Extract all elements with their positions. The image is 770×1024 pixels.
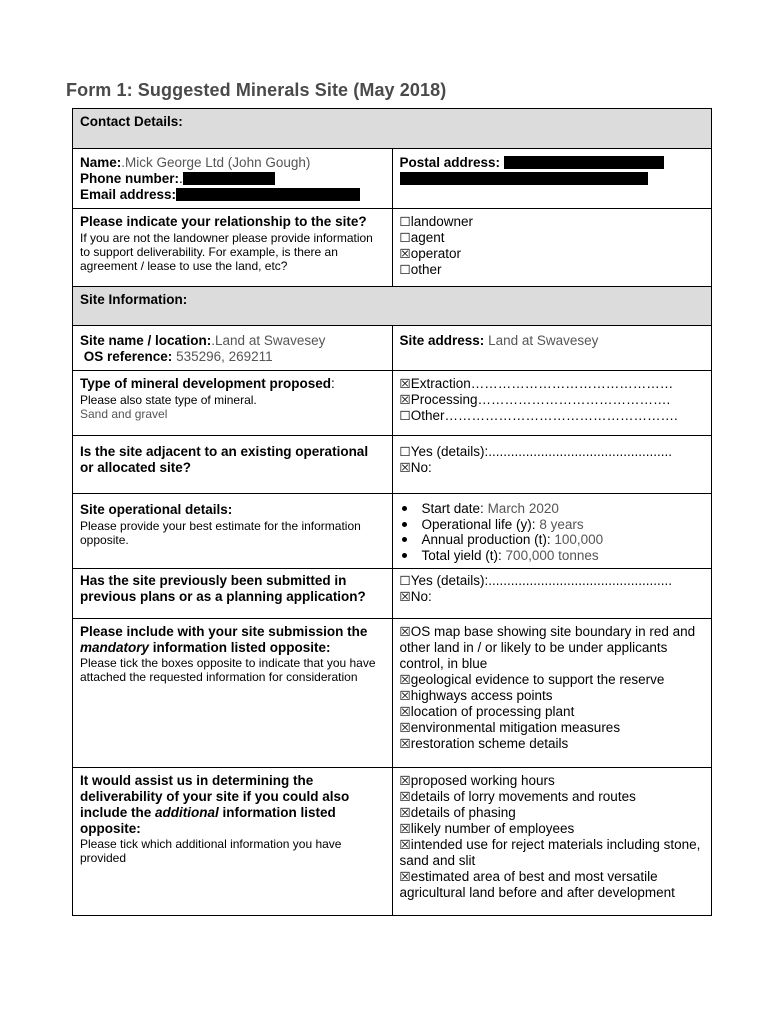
os-reference-label: OS reference: [83, 349, 173, 364]
option-yes[interactable] [400, 444, 705, 460]
option-operator[interactable] [400, 246, 705, 262]
minerals-site-form [72, 108, 712, 916]
option-label: proposed working hours [410, 773, 555, 789]
checked-box-icon[interactable]: ☒ [399, 376, 411, 391]
additional-options-cell [392, 768, 712, 916]
email-redaction [176, 188, 360, 201]
item-label: Total yield (t): [421, 547, 502, 563]
checked-box-icon[interactable]: ☒ [399, 821, 411, 837]
mineral-type-question: Type of mineral development proposed [80, 376, 332, 391]
operational-values-cell [392, 494, 712, 569]
option-label: restoration scheme details [410, 736, 569, 752]
question-emphasis: mandatory [80, 640, 150, 656]
option-label: details of phasing [410, 805, 516, 821]
site-name-label: Site name / location: [80, 333, 212, 348]
operational-life-value[interactable]: 8 years [539, 516, 584, 532]
additional-help: Please tick which additional information you have provided [80, 837, 342, 866]
mandatory-question-cell [73, 619, 393, 768]
checkbox-icon[interactable]: ☐ [399, 408, 411, 423]
item-label: Operational life (y): [421, 516, 536, 532]
option-working-hours[interactable] [400, 773, 705, 789]
phone-label: Phone number: [80, 171, 180, 186]
checked-box-icon[interactable]: ☒ [399, 688, 411, 704]
relationship-help: If you are not the landowner please provide information to support deliverability. For example, is there an agreement / lease to use the land, etc? [80, 231, 373, 273]
relationship-question-cell [73, 209, 393, 287]
colon: : [331, 376, 335, 391]
start-date-item [400, 501, 705, 517]
option-label: highways access points [410, 688, 553, 704]
additional-question-cell [73, 768, 393, 916]
checked-box-icon[interactable]: ☒ [399, 392, 411, 407]
operational-details-question: Site operational details: [80, 502, 233, 517]
checked-box-icon[interactable]: ☒ [399, 789, 411, 805]
phone-redaction [183, 172, 275, 185]
checked-box-icon[interactable]: ☒ [399, 672, 411, 688]
start-date-value[interactable]: March 2020 [487, 501, 559, 516]
adjacent-question-cell [73, 436, 393, 494]
checked-box-icon[interactable]: ☒ [399, 246, 411, 261]
question-text: It would assist us in determining the deliverability of your site if you could also include the [80, 773, 350, 821]
annual-production-item [400, 532, 705, 548]
item-label: Start date: [421, 501, 484, 516]
option-label: Yes (details):................................................. [410, 573, 673, 589]
contact-cell [73, 149, 393, 209]
option-label: other [410, 262, 442, 277]
phone-prefix: . [179, 171, 183, 186]
checked-box-icon[interactable]: ☒ [399, 460, 411, 475]
name-label: Name: [80, 155, 122, 170]
option-label: agent [410, 230, 445, 245]
additional-question [80, 773, 385, 837]
mandatory-help: Please tick the boxes opposite to indicate that you have attached the requested information for consideration [80, 656, 376, 685]
mandatory-options-cell [392, 619, 712, 768]
checked-box-icon[interactable]: ☒ [399, 720, 411, 736]
site-address-value[interactable]: Land at Swavesey [488, 333, 599, 348]
total-yield-value[interactable]: 700,000 tonnes [505, 547, 599, 563]
postal-redaction-2 [400, 172, 648, 185]
option-no[interactable] [400, 589, 705, 605]
option-label: Yes (details):................................................. [410, 444, 673, 459]
postal-address-cell [392, 149, 712, 209]
option-os-map[interactable] [400, 624, 705, 672]
previous-question-cell [73, 569, 393, 619]
option-label: geological evidence to support the reserve [410, 672, 665, 688]
option-label: No: [410, 589, 432, 605]
relationship-question: Please indicate your relationship to the site? [80, 214, 367, 229]
option-lorry-movements[interactable] [400, 789, 705, 805]
mineral-type-answer[interactable]: Sand and gravel [80, 407, 168, 421]
checkbox-icon[interactable]: ☐ [399, 214, 411, 229]
checkbox-icon[interactable]: ☐ [399, 573, 411, 589]
option-agent[interactable] [400, 230, 705, 246]
option-label: OS map base showing site boundary in red and other land in / or likely to be under applicants control, in blue [399, 624, 696, 672]
email-label: Email address: [80, 187, 177, 202]
option-agricultural-land[interactable] [400, 869, 705, 901]
option-label: Processing……………………………………. [410, 392, 671, 407]
postal-redaction-1 [504, 156, 664, 169]
adjacent-question: Is the site adjacent to an existing operational or allocated site? [80, 444, 369, 475]
previous-question: Has the site previously been submitted in previous plans or as a planning application? [80, 573, 366, 605]
total-yield-item [400, 548, 705, 564]
relationship-options-cell [392, 209, 712, 287]
site-address-cell [392, 326, 712, 371]
checked-box-icon[interactable]: ☒ [399, 624, 411, 640]
option-phasing[interactable] [400, 805, 705, 821]
operational-details-help: Please provide your best estimate for the information opposite. [80, 519, 361, 547]
option-label: Extraction……………………………………… [410, 376, 674, 391]
postal-address-label: Postal address: [399, 155, 501, 170]
option-other[interactable] [400, 408, 705, 424]
annual-production-value[interactable]: 100,000 [554, 532, 604, 548]
contact-details-header: Contact Details: [73, 109, 712, 149]
option-label: likely number of employees [410, 821, 575, 837]
checkbox-icon[interactable]: ☐ [399, 444, 411, 459]
option-label: landowner [410, 214, 474, 229]
mineral-type-help: Please also state type of mineral. [80, 393, 257, 407]
option-label: details of lorry movements and routes [410, 789, 636, 805]
option-label: No: [410, 460, 432, 475]
option-label: intended use for reject materials including stone, sand and slit [399, 837, 701, 869]
question-text: information listed opposite: [149, 640, 331, 656]
option-landowner[interactable] [400, 214, 705, 230]
option-highways-access[interactable] [400, 688, 705, 704]
adjacent-options-cell [392, 436, 712, 494]
option-employees[interactable] [400, 821, 705, 837]
option-yes[interactable] [400, 573, 705, 589]
mineral-type-cell [73, 371, 393, 436]
option-label: estimated area of best and most versatile agricultural land before and after development [399, 869, 675, 901]
option-restoration-scheme[interactable] [400, 736, 705, 752]
option-label: environmental mitigation measures [410, 720, 621, 736]
os-reference-value[interactable]: 535296, 269211 [176, 349, 273, 364]
checked-box-icon[interactable]: ☒ [399, 805, 411, 821]
form-title: Form 1: Suggested Minerals Site (May 2018) [66, 80, 447, 100]
question-text: information listed opposite: [80, 805, 336, 837]
option-label: location of processing plant [410, 704, 575, 720]
site-name-cell [73, 326, 393, 371]
option-processing[interactable] [400, 392, 705, 408]
checked-box-icon[interactable]: ☒ [399, 704, 411, 720]
site-address-label: Site address: [399, 333, 485, 348]
option-label: Other……………………………………………. [410, 408, 678, 423]
checked-box-icon[interactable]: ☒ [399, 589, 411, 605]
checked-box-icon[interactable]: ☒ [399, 736, 411, 752]
mineral-options-cell [392, 371, 712, 436]
option-reject-materials[interactable] [400, 837, 705, 869]
option-label: operator [410, 246, 462, 261]
item-label: Annual production (t): [421, 532, 551, 548]
name-value[interactable]: .Mick George Ltd (John Gough) [121, 155, 311, 170]
checkbox-icon[interactable]: ☐ [399, 230, 411, 245]
checked-box-icon[interactable]: ☒ [399, 837, 411, 853]
operational-details-cell [73, 494, 393, 569]
option-environmental-mitigation[interactable] [400, 720, 705, 736]
site-name-value[interactable]: .Land at Swavesey [211, 333, 326, 348]
operational-life-item [400, 517, 705, 533]
question-emphasis: additional [155, 805, 219, 821]
option-extraction[interactable] [400, 376, 705, 392]
option-other[interactable] [400, 262, 705, 278]
question-text: Please include with your site submission the [80, 624, 368, 640]
checked-box-icon[interactable]: ☒ [399, 773, 411, 789]
previous-options-cell [392, 569, 712, 619]
checkbox-icon[interactable]: ☐ [399, 262, 411, 277]
mandatory-question [80, 624, 385, 656]
site-information-header: Site Information: [73, 287, 712, 326]
option-no[interactable] [400, 460, 705, 476]
option-geological-evidence[interactable] [400, 672, 705, 688]
checked-box-icon[interactable]: ☒ [399, 869, 411, 885]
option-processing-plant[interactable] [400, 704, 705, 720]
